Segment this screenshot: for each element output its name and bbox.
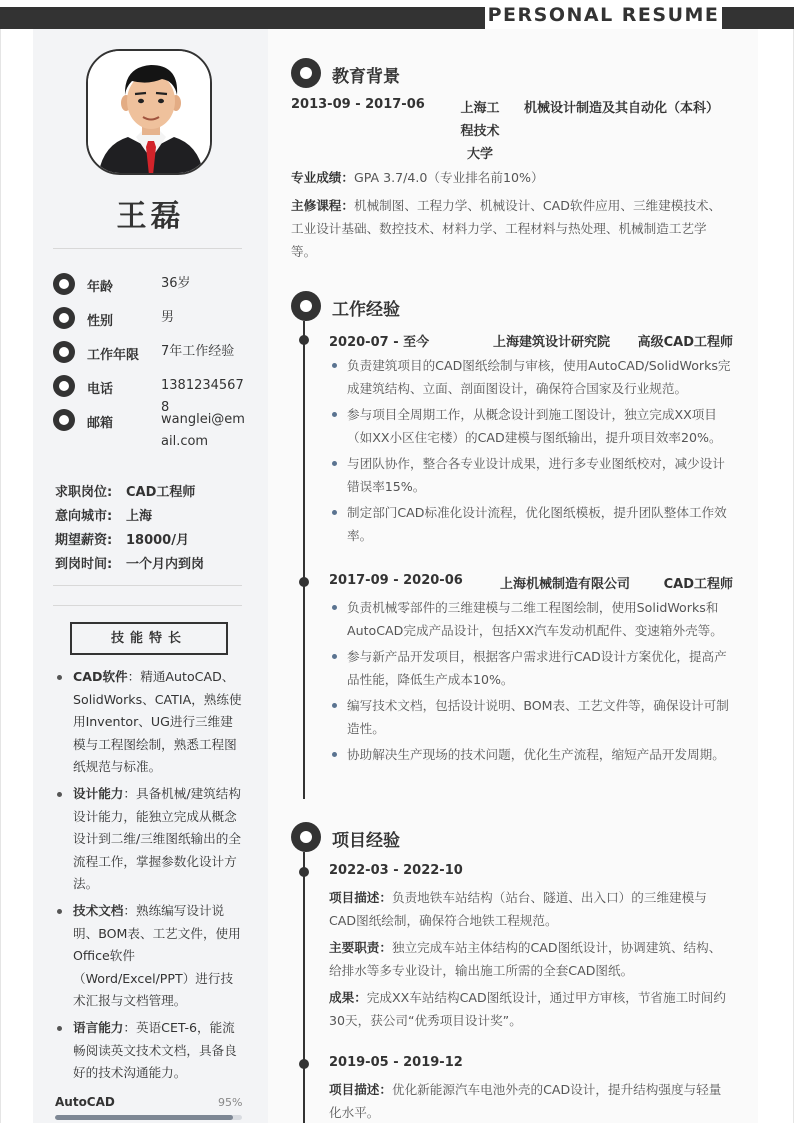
info-label: 年龄 bbox=[87, 280, 114, 295]
project-date: 2019-05 - 2019-12 bbox=[329, 1055, 463, 1070]
section-icon bbox=[291, 58, 321, 88]
info-age bbox=[53, 273, 248, 295]
intent-city bbox=[55, 505, 153, 524]
bullet-icon bbox=[53, 409, 75, 431]
bullet-icon bbox=[53, 273, 75, 295]
list-item: 制定部门CAD标准化设计流程，优化图纸模板，提升团队整体工作效率。 bbox=[329, 501, 733, 547]
bullet-icon bbox=[53, 375, 75, 397]
info-phone bbox=[53, 375, 248, 415]
intent-value: 上海 bbox=[126, 509, 153, 524]
skill-bar-track bbox=[55, 1115, 242, 1120]
skills-heading: 技能特长 bbox=[70, 622, 228, 655]
list-item: 参与项目全周期工作，从概念设计到施工图设计，独立完成XX项目（如XX小区住宅楼）的CAD建模与图纸输出，提升项目效率20%。 bbox=[329, 403, 733, 449]
intent-position bbox=[55, 481, 196, 500]
intent-value: 18000/月 bbox=[126, 533, 189, 548]
list-item: 技术文档：熟练编写设计说明、BOM表、工艺文件，使用Office软件（Word/Excel/PPT）进行技术汇报与文档管理。 bbox=[55, 900, 245, 1013]
full-name: 王磊 bbox=[116, 199, 185, 234]
section-title: 教育背景 bbox=[332, 67, 400, 87]
section-icon bbox=[291, 291, 321, 321]
intent-start bbox=[55, 553, 205, 572]
intent-label: 到岗时间: bbox=[55, 557, 113, 572]
sidebar bbox=[33, 29, 268, 1123]
section-icon bbox=[291, 822, 321, 852]
avatar-portrait bbox=[88, 51, 212, 175]
education-courses: 主修课程：机械制图、工程力学、机械设计、CAD软件应用、三维建模技术、工业设计基础、数控技术、材料力学、工程材料与热处理、机械制造工艺学等。 bbox=[291, 198, 722, 259]
skill-bar-label: AutoCAD bbox=[55, 1095, 115, 1109]
job-role: CAD工程师 bbox=[663, 577, 733, 592]
intent-value: CAD工程师 bbox=[126, 485, 196, 500]
skills-list bbox=[55, 666, 245, 1089]
bullet-icon bbox=[53, 341, 75, 363]
timeline-dot bbox=[299, 1059, 309, 1069]
job-company: 上海机械制造有限公司 bbox=[500, 577, 631, 592]
list-item: 语言能力：英语CET-6，能流畅阅读英文技术文档，具备良好的技术沟通能力。 bbox=[55, 1017, 245, 1085]
list-item: CAD软件：精通AutoCAD、SolidWorks、CATIA，熟练使用Inventor、UG进行三维建模与工程图绘制，熟悉工程图纸规范与标准。 bbox=[55, 666, 245, 779]
info-value: 36岁 bbox=[161, 276, 191, 291]
list-item: 编写技术文档，包括设计说明、BOM表、工艺文件等，确保设计可制造性。 bbox=[329, 694, 733, 740]
job-date: 2017-09 - 2020-06 bbox=[329, 573, 463, 588]
info-label: 性别 bbox=[87, 314, 114, 329]
resume-title: PERSONAL RESUME bbox=[487, 4, 720, 26]
skill-bar-percent: 95% bbox=[218, 1096, 243, 1109]
project-header bbox=[329, 1055, 733, 1075]
education-gpa: 专业成绩：GPA 3.7/4.0（专业排名前10%） bbox=[291, 170, 544, 185]
list-item: 与团队协作，整合各专业设计成果，进行多专业图纸校对，减少设计错误率15%。 bbox=[329, 452, 733, 498]
bullet-icon bbox=[53, 307, 75, 329]
info-label: 工作年限 bbox=[87, 348, 140, 363]
list-item: 设计能力：具备机械/建筑结构设计能力，能独立完成从概念设计到二维/三维图纸输出的全流程工作，掌握参数化设计方法。 bbox=[55, 783, 245, 896]
project-result: 成果：完成XX车站结构CAD图纸设计，通过甲方审核，节省施工时间约30天，获公司“优秀项目设计奖”。 bbox=[329, 990, 726, 1028]
info-email bbox=[53, 409, 248, 449]
job-role: 高级CAD工程师 bbox=[637, 335, 733, 350]
divider bbox=[53, 605, 242, 606]
header-bar-left bbox=[0, 7, 485, 29]
projects-timeline bbox=[303, 852, 305, 1123]
info-value: 13812345678 bbox=[161, 378, 244, 415]
list-item: 负责建筑项目的CAD图纸绘制与审核，使用AutoCAD/SolidWorks完成建筑结构、立面、剖面图设计，确保符合国家及行业规范。 bbox=[329, 354, 733, 400]
info-label: 电话 bbox=[87, 382, 114, 397]
info-label: 邮箱 bbox=[87, 416, 114, 431]
timeline-dot bbox=[299, 335, 309, 345]
intent-label: 求职岗位: bbox=[55, 485, 113, 500]
project-description: 项目描述：优化新能源汽车电池外壳的CAD设计，提升结构强度与轻量化水平。 bbox=[329, 1082, 722, 1120]
job-date: 2020-07 - 至今 bbox=[329, 335, 430, 350]
education-school: 上海工程技术大学 bbox=[460, 101, 500, 162]
list-item: 协助解决生产现场的技术问题，优化生产流程，缩短产品开发周期。 bbox=[329, 743, 733, 766]
work-timeline bbox=[303, 321, 305, 799]
divider bbox=[53, 248, 242, 249]
job-duties bbox=[329, 596, 733, 769]
info-experience bbox=[53, 341, 248, 363]
job-duties bbox=[329, 354, 733, 550]
list-item: 负责机械零部件的三维建模与二维工程图绘制，使用SolidWorks和AutoCAD完成产品设计，包括XX汽车发动机配件、变速箱外壳等。 bbox=[329, 596, 733, 642]
project-description: 项目描述：负责地铁车站结构（站台、隧道、出入口）的三维建模与CAD图纸绘制，确保符合地铁工程规范。 bbox=[329, 890, 707, 928]
info-value: 男 bbox=[161, 310, 175, 325]
list-item: 参与新产品开发项目，根据客户需求进行CAD设计方案优化，提高产品性能，降低生产成本10%。 bbox=[329, 645, 733, 691]
job-company: 上海建筑设计研究院 bbox=[493, 335, 611, 350]
info-value: wanglei@email.com bbox=[161, 412, 245, 449]
intent-value: 一个月内到岗 bbox=[126, 557, 205, 572]
header-bar-right bbox=[722, 7, 794, 29]
education-date: 2013-09 - 2017-06 bbox=[291, 97, 425, 112]
project-duties: 主要职责：独立完成车站主体结构的CAD图纸设计，协调建筑、结构、给排水等多专业设计，输出施工所需的全套CAD图纸。 bbox=[329, 940, 722, 978]
intent-label: 期望薪资: bbox=[55, 533, 113, 548]
timeline-dot bbox=[299, 577, 309, 587]
job-header bbox=[329, 573, 733, 593]
divider bbox=[53, 585, 242, 586]
timeline-dot bbox=[299, 867, 309, 877]
avatar bbox=[86, 49, 212, 175]
job-header bbox=[329, 331, 733, 351]
info-gender bbox=[53, 307, 248, 329]
intent-salary bbox=[55, 529, 189, 548]
section-title: 工作经验 bbox=[332, 300, 400, 320]
info-value: 7年工作经验 bbox=[161, 344, 235, 359]
project-date: 2022-03 - 2022-10 bbox=[329, 863, 463, 878]
skill-bar-fill bbox=[55, 1115, 233, 1120]
section-title: 项目经验 bbox=[332, 831, 400, 851]
intent-label: 意向城市: bbox=[55, 509, 113, 524]
education-major: 机械设计制造及其自动化（本科） bbox=[524, 101, 720, 116]
project-header bbox=[329, 863, 733, 883]
